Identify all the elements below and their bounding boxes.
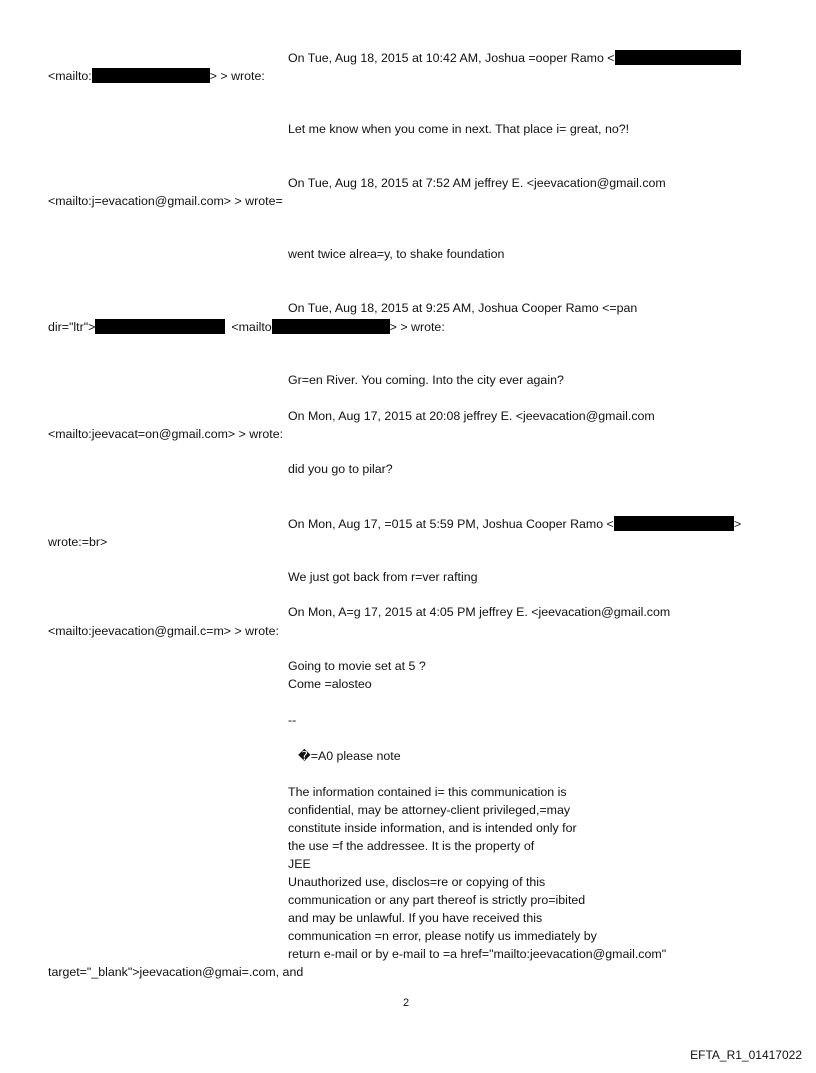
header-line [48,319,445,335]
bates-number: EFTA_R1_01417022 [690,1048,802,1062]
message-line: We just got back from r=ver rafting [288,570,478,584]
disclaimer-line: confidential, may be attorney-client privileged,=may [288,803,571,817]
header-line [48,68,265,84]
disclaimer-line: JEE [288,857,311,871]
redaction-bar [95,319,225,334]
disclaimer-line: communication or any part thereof is strictly pro=ibited [288,893,586,907]
disclaimer-line: Unauthorized use, disclos=re or copying of this [288,875,546,889]
text-span: On Mon, Aug 17, =015 at 5:59 PM, Joshua Cooper Ramo < [288,517,614,531]
disclaimer-line: target="_blank">jeevacation@gmai=.com, and [48,965,304,979]
text-span: dir="ltr"> [48,320,96,334]
disclaimer-line: the use =f the addressee. It is the property of [288,839,535,853]
message-line: Gr=en River. You coming. Into the city ever again? [288,373,564,387]
text-span: > [733,517,742,531]
header-line: On Tue, Aug 18, 2015 at 9:25 AM, Joshua Cooper Ramo <=pan [288,301,638,315]
text-span: <mailto [231,320,272,334]
text-span: > > wrote: [209,69,265,83]
header-line [288,516,741,532]
header-line [288,50,741,66]
header-line: On Mon, A=g 17, 2015 at 4:05 PM jeffrey E. <jeevacation@gmail.com [288,605,671,619]
text-span: > > wrote: [389,320,445,334]
message-line: Come =alosteo [288,677,372,691]
disclaimer-line: The information contained i= this communication is [288,785,567,799]
header-line: On Tue, Aug 18, 2015 at 7:52 AM jeffrey E. <jeevacation@gmail.com [288,176,666,190]
redaction-bar [614,516,734,531]
redaction-bar [272,319,390,334]
message-line: �=A0 please note [298,749,401,763]
text-span: <mailto: [48,69,92,83]
signature-separator: -- [288,713,297,727]
header-line: <mailto:jeevacation@gmail.c=m> > wrote: [48,624,279,638]
disclaimer-line: constitute inside information, and is intended only for [288,821,577,835]
header-line: On Mon, Aug 17, 2015 at 20:08 jeffrey E. <jeevacation@gmail.com [288,409,655,423]
disclaimer-line: and may be unlawful. If you have received this [288,911,543,925]
message-line: did you go to pilar? [288,462,393,476]
redaction-bar [615,50,741,65]
message-line: Going to movie set at 5 ? [288,659,426,673]
header-line: wrote:=br> [48,535,108,549]
text-span: On Tue, Aug 18, 2015 at 10:42 AM, Joshua =ooper Ramo < [288,51,615,65]
header-line: <mailto:jeevacat=on@gmail.com> > wrote: [48,427,284,441]
page-number: 2 [403,997,410,1009]
disclaimer-line: communication =n error, please notify us immediately by [288,929,597,943]
message-line: Let me know when you come in next. That place i= great, no?! [288,122,630,136]
redaction-bar [92,68,210,83]
header-line: <mailto:j=evacation@gmail.com> > wrote= [48,194,283,208]
message-line: went twice alrea=y, to shake foundation [288,247,505,261]
disclaimer-line: return e-mail or by e-mail to =a href="mailto:jeevacation@gmail.com" [288,947,667,961]
